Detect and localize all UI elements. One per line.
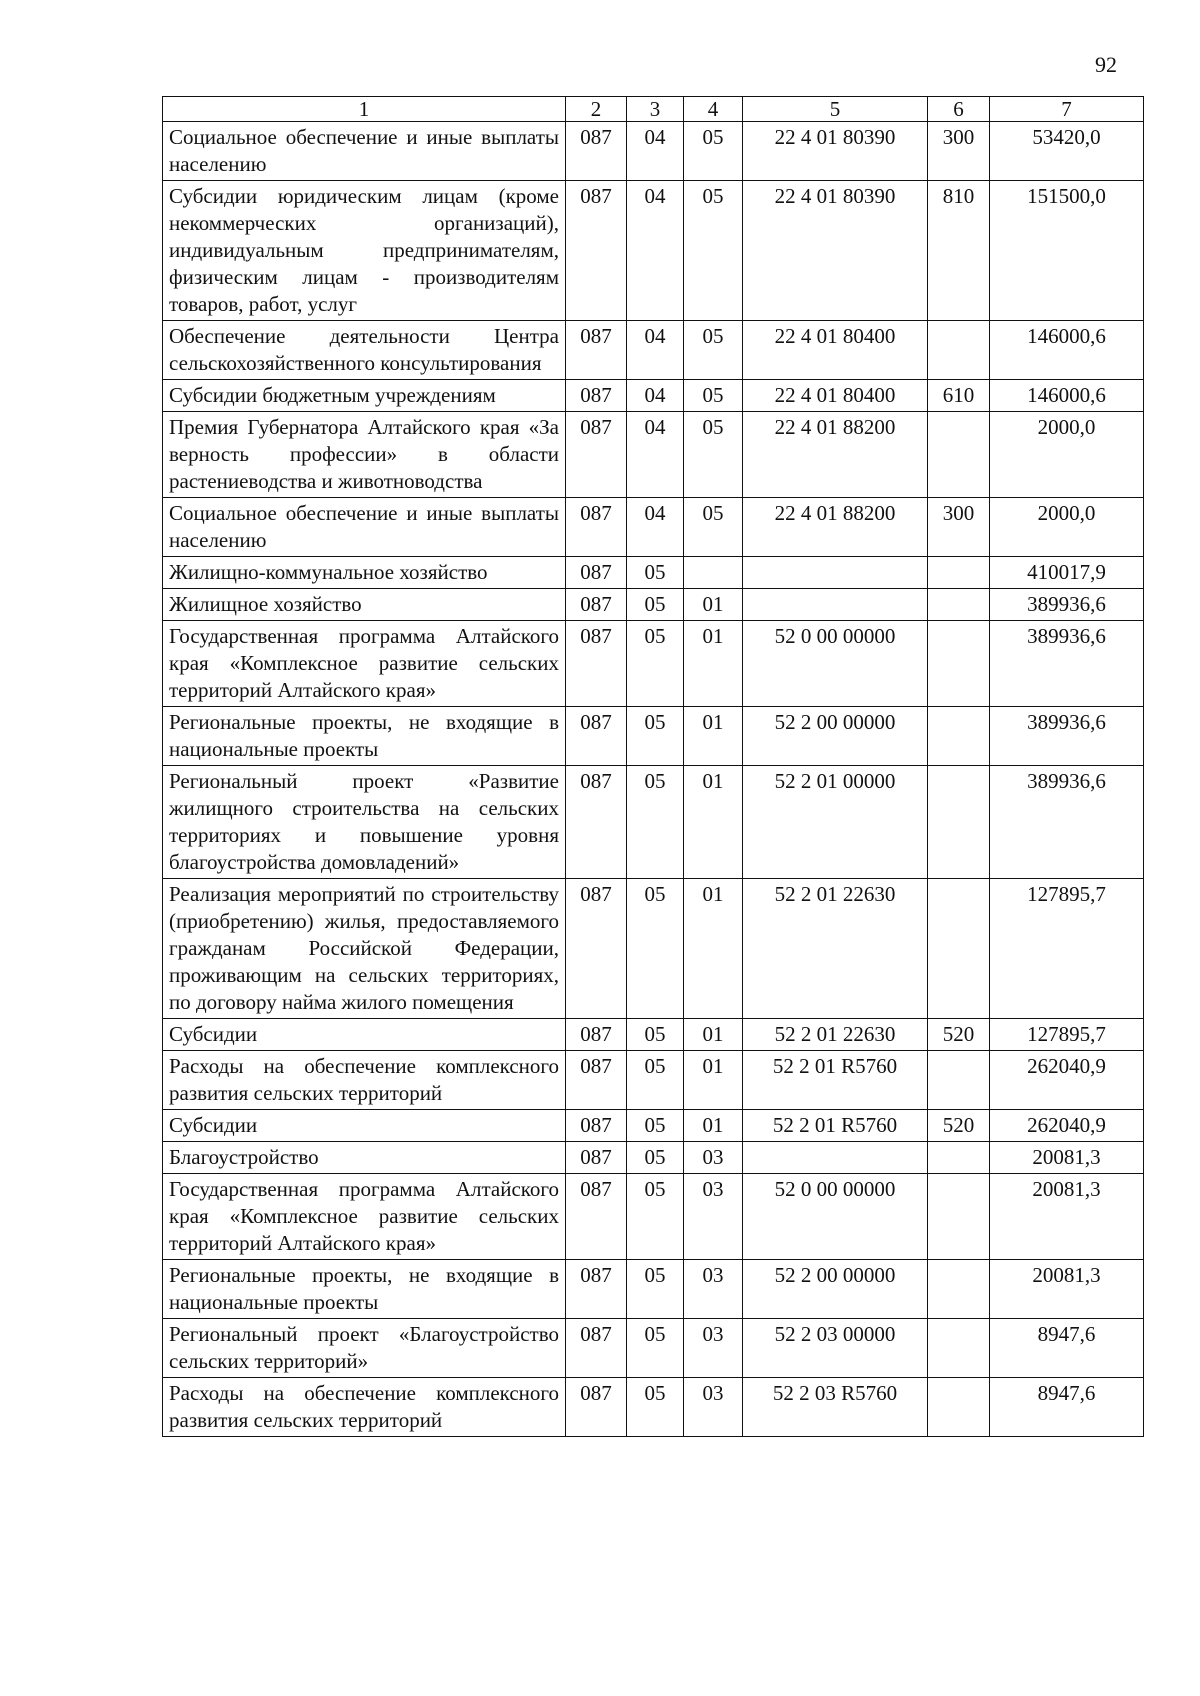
section-code: 05: [627, 707, 684, 766]
header-col-6: 6: [928, 97, 990, 122]
target-article: 22 4 01 80390: [743, 181, 928, 321]
expense-type: [928, 766, 990, 879]
subsection-code: 03: [684, 1142, 743, 1174]
subsection-code: 05: [684, 181, 743, 321]
target-article: 52 2 01 R5760: [743, 1051, 928, 1110]
ministry-code: 087: [566, 879, 627, 1019]
table-row: [163, 766, 1144, 879]
subsection-code: 01: [684, 1110, 743, 1142]
table-row: [163, 557, 1144, 589]
section-code: 04: [627, 321, 684, 380]
expense-type: [928, 1051, 990, 1110]
row-name: Региональные проекты, не входящие в национальные проекты: [163, 1260, 566, 1319]
header-col-4: 4: [684, 97, 743, 122]
section-code: 04: [627, 412, 684, 498]
section-code: 05: [627, 1142, 684, 1174]
target-article: 22 4 01 88200: [743, 498, 928, 557]
ministry-code: 087: [566, 498, 627, 557]
row-name: Социальное обеспечение и иные выплаты населению: [163, 498, 566, 557]
amount: 389936,6: [990, 766, 1144, 879]
section-code: 05: [627, 589, 684, 621]
row-name: Региональный проект «Благоустройство сельских территорий»: [163, 1319, 566, 1378]
row-name: Субсидии юридическим лицам (кроме некоммерческих организаций), индивидуальным предпринимателям, физическим лицам - производителям товаров, работ, услуг: [163, 181, 566, 321]
row-name: Расходы на обеспечение комплексного развития сельских территорий: [163, 1378, 566, 1437]
subsection-code: [684, 557, 743, 589]
expense-type: [928, 1260, 990, 1319]
subsection-code: 03: [684, 1174, 743, 1260]
table-row: [163, 1319, 1144, 1378]
section-code: 05: [627, 1110, 684, 1142]
target-article: 52 2 01 22630: [743, 1019, 928, 1051]
row-name: Благоустройство: [163, 1142, 566, 1174]
expense-type: [928, 707, 990, 766]
table-row: [163, 879, 1144, 1019]
amount: 127895,7: [990, 1019, 1144, 1051]
subsection-code: 01: [684, 707, 743, 766]
row-name: Реализация мероприятий по строительству (приобретению) жилья, предоставляемого гражданам Российской Федерации, проживающим на сельских территориях, по договору найма жилого помещения: [163, 879, 566, 1019]
amount: 262040,9: [990, 1051, 1144, 1110]
table-row: [163, 380, 1144, 412]
ministry-code: 087: [566, 1019, 627, 1051]
target-article: 52 2 03 00000: [743, 1319, 928, 1378]
ministry-code: 087: [566, 1142, 627, 1174]
row-name: Премия Губернатора Алтайского края «За верность профессии» в области растениеводства и животноводства: [163, 412, 566, 498]
row-name: Жилищно-коммунальное хозяйство: [163, 557, 566, 589]
amount: 389936,6: [990, 589, 1144, 621]
target-article: 52 2 00 00000: [743, 707, 928, 766]
ministry-code: 087: [566, 412, 627, 498]
amount: 8947,6: [990, 1319, 1144, 1378]
subsection-code: 01: [684, 879, 743, 1019]
subsection-code: 05: [684, 380, 743, 412]
expense-type: 520: [928, 1110, 990, 1142]
amount: 2000,0: [990, 412, 1144, 498]
section-code: 05: [627, 1378, 684, 1437]
subsection-code: 01: [684, 1051, 743, 1110]
subsection-code: 05: [684, 498, 743, 557]
expense-type: 810: [928, 181, 990, 321]
subsection-code: 05: [684, 321, 743, 380]
expense-type: [928, 1142, 990, 1174]
section-code: 05: [627, 1260, 684, 1319]
budget-table: [162, 96, 1144, 1437]
amount: 8947,6: [990, 1378, 1144, 1437]
expense-type: [928, 557, 990, 589]
ministry-code: 087: [566, 1378, 627, 1437]
ministry-code: 087: [566, 321, 627, 380]
ministry-code: 087: [566, 1051, 627, 1110]
section-code: 05: [627, 1051, 684, 1110]
target-article: 22 4 01 80400: [743, 380, 928, 412]
section-code: 04: [627, 498, 684, 557]
header-col-7: 7: [990, 97, 1144, 122]
table-row: [163, 1174, 1144, 1260]
row-name: Государственная программа Алтайского края «Комплексное развитие сельских территорий Алтайского края»: [163, 621, 566, 707]
ministry-code: 087: [566, 707, 627, 766]
subsection-code: 03: [684, 1319, 743, 1378]
target-article: 52 2 01 00000: [743, 766, 928, 879]
table-row: [163, 1110, 1144, 1142]
table-row: [163, 1019, 1144, 1051]
section-code: 05: [627, 1019, 684, 1051]
amount: 127895,7: [990, 879, 1144, 1019]
table-row: [163, 1142, 1144, 1174]
section-code: 04: [627, 181, 684, 321]
subsection-code: 03: [684, 1260, 743, 1319]
expense-type: [928, 589, 990, 621]
table-row: [163, 412, 1144, 498]
table-row: [163, 621, 1144, 707]
row-name: Обеспечение деятельности Центра сельскохозяйственного консультирования: [163, 321, 566, 380]
amount: 410017,9: [990, 557, 1144, 589]
row-name: Субсидии: [163, 1019, 566, 1051]
row-name: Субсидии бюджетным учреждениям: [163, 380, 566, 412]
table-row: [163, 707, 1144, 766]
subsection-code: 01: [684, 589, 743, 621]
target-article: 52 0 00 00000: [743, 1174, 928, 1260]
amount: 262040,9: [990, 1110, 1144, 1142]
amount: 20081,3: [990, 1174, 1144, 1260]
target-article: 52 0 00 00000: [743, 621, 928, 707]
expense-type: 520: [928, 1019, 990, 1051]
target-article: 52 2 03 R5760: [743, 1378, 928, 1437]
target-article: 52 2 01 R5760: [743, 1110, 928, 1142]
target-article: [743, 1142, 928, 1174]
amount: 20081,3: [990, 1260, 1144, 1319]
target-article: 22 4 01 80400: [743, 321, 928, 380]
table-row: [163, 181, 1144, 321]
ministry-code: 087: [566, 1319, 627, 1378]
amount: 389936,6: [990, 621, 1144, 707]
row-name: Социальное обеспечение и иные выплаты населению: [163, 122, 566, 181]
subsection-code: 05: [684, 122, 743, 181]
table-row: [163, 122, 1144, 181]
expense-type: 300: [928, 498, 990, 557]
section-code: 05: [627, 1174, 684, 1260]
target-article: 52 2 01 22630: [743, 879, 928, 1019]
target-article: 22 4 01 80390: [743, 122, 928, 181]
target-article: 22 4 01 88200: [743, 412, 928, 498]
ministry-code: 087: [566, 621, 627, 707]
subsection-code: 01: [684, 1019, 743, 1051]
expense-type: [928, 879, 990, 1019]
header-col-1: 1: [163, 97, 566, 122]
subsection-code: 01: [684, 766, 743, 879]
header-col-2: 2: [566, 97, 627, 122]
header-row: [163, 97, 1144, 122]
ministry-code: 087: [566, 1174, 627, 1260]
amount: 20081,3: [990, 1142, 1144, 1174]
amount: 146000,6: [990, 321, 1144, 380]
amount: 146000,6: [990, 380, 1144, 412]
ministry-code: 087: [566, 122, 627, 181]
expense-type: [928, 412, 990, 498]
subsection-code: 01: [684, 621, 743, 707]
section-code: 05: [627, 621, 684, 707]
header-col-5: 5: [743, 97, 928, 122]
table-row: [163, 1378, 1144, 1437]
table-row: [163, 1051, 1144, 1110]
amount: 151500,0: [990, 181, 1144, 321]
expense-type: [928, 621, 990, 707]
target-article: 52 2 00 00000: [743, 1260, 928, 1319]
page-number: 92: [1095, 52, 1117, 77]
expense-type: [928, 1319, 990, 1378]
header-col-3: 3: [627, 97, 684, 122]
expense-type: [928, 1378, 990, 1437]
target-article: [743, 557, 928, 589]
section-code: 05: [627, 879, 684, 1019]
table-row: [163, 1260, 1144, 1319]
ministry-code: 087: [566, 766, 627, 879]
section-code: 04: [627, 122, 684, 181]
section-code: 05: [627, 1319, 684, 1378]
subsection-code: 03: [684, 1378, 743, 1437]
row-name: Жилищное хозяйство: [163, 589, 566, 621]
row-name: Региональный проект «Развитие жилищного строительства на сельских территориях и повышение уровня благоустройства домовладений»: [163, 766, 566, 879]
row-name: Субсидии: [163, 1110, 566, 1142]
table-row: [163, 589, 1144, 621]
table-row: [163, 498, 1144, 557]
ministry-code: 087: [566, 181, 627, 321]
amount: 53420,0: [990, 122, 1144, 181]
subsection-code: 05: [684, 412, 743, 498]
ministry-code: 087: [566, 589, 627, 621]
expense-type: [928, 321, 990, 380]
section-code: 04: [627, 380, 684, 412]
ministry-code: 087: [566, 557, 627, 589]
row-name: Государственная программа Алтайского края «Комплексное развитие сельских территорий Алтайского края»: [163, 1174, 566, 1260]
section-code: 05: [627, 557, 684, 589]
expense-type: [928, 1174, 990, 1260]
amount: 2000,0: [990, 498, 1144, 557]
row-name: Расходы на обеспечение комплексного развития сельских территорий: [163, 1051, 566, 1110]
ministry-code: 087: [566, 1260, 627, 1319]
table-body: [163, 122, 1144, 1437]
row-name: Региональные проекты, не входящие в национальные проекты: [163, 707, 566, 766]
ministry-code: 087: [566, 1110, 627, 1142]
table-row: [163, 321, 1144, 380]
target-article: [743, 589, 928, 621]
ministry-code: 087: [566, 380, 627, 412]
amount: 389936,6: [990, 707, 1144, 766]
expense-type: 300: [928, 122, 990, 181]
expense-type: 610: [928, 380, 990, 412]
section-code: 05: [627, 766, 684, 879]
